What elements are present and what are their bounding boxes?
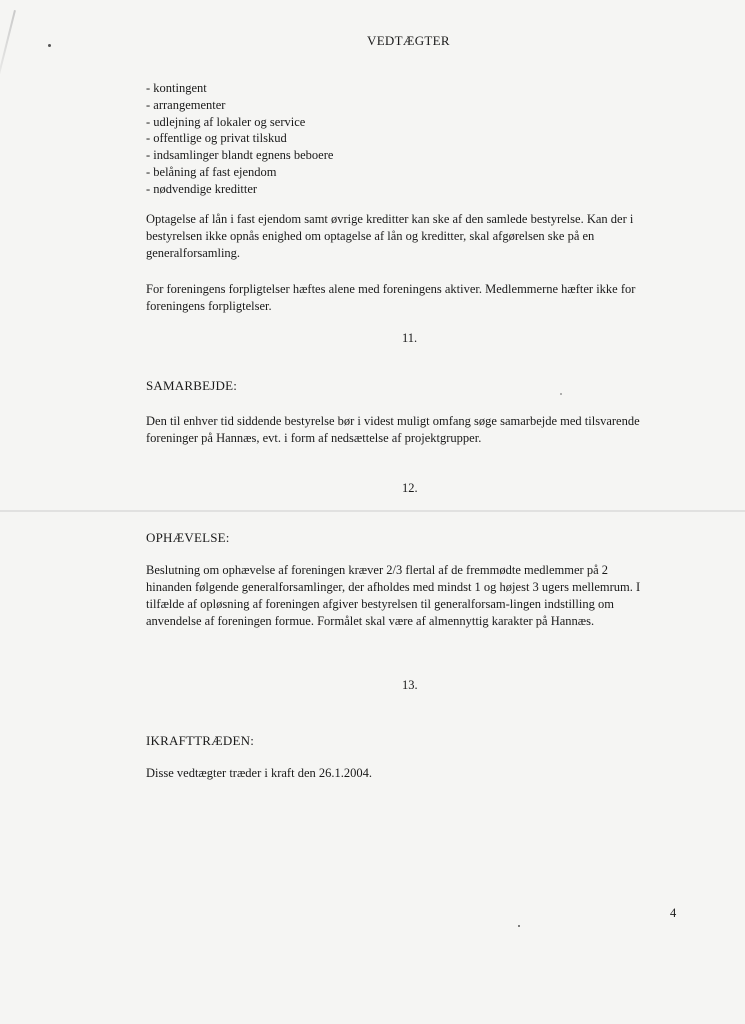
section-body: Disse vedtægter træder i kraft den 26.1.2004. [146,766,372,780]
page-number: 4 [670,906,677,920]
income-source-list [146,80,333,198]
list-item: - arrangementer [146,97,226,112]
section-number: 13. [402,678,418,692]
list-item: - kontingent [146,81,207,95]
liability-paragraph: For foreningens forpligtelser hæftes alene med foreningens aktiver. Medlemmerne hæfter ikke for foreningens forpligtelser. [146,282,636,313]
list-item: - offentlige og privat tilskud [146,131,287,146]
document-header-title: VEDTÆGTER [367,33,450,48]
section-number: 12. [402,481,418,495]
scan-edge-mark [0,10,16,98]
section-heading: IKRAFTTRÆDEN: [146,733,255,748]
list-item: - udlejning af lokaler og service [146,114,306,129]
scan-speck [48,44,51,47]
section-body: Beslutning om ophævelse af foreningen kræver 2/3 flertal af de fremmødte medlemmer på 2 hinanden følgende generalforsamlinger, der afholdes med mindst 1 og højest 3 ugers mellemrum. I tilfælde af opløsning af foreningen afgiver bestyrelsen til generalforsam-lingen indstilling om anvendelse af foreningen formue. Formålet skal være af almennyttig karakter på Hannæs. [146,563,641,628]
list-item: - nødvendige kreditter [146,181,258,196]
loans-paragraph: Optagelse af lån i fast ejendom samt øvrige kreditter kan ske af den samlede bestyrelse. Kan der i bestyrelsen ikke opnås enighed om optagelse af lån og kreditter, skal afgørelsen ske på en generalforsamling. [146,212,634,260]
list-item: - belåning af fast ejendom [146,164,277,179]
scan-fold-line [0,510,745,512]
list-item: - indsamlinger blandt egnens beboere [146,148,334,163]
section-heading: OPHÆVELSE: [146,530,230,545]
section-body: Den til enhver tid siddende bestyrelse bør i videst muligt omfang søge samarbejde med tilsvarende foreninger på Hannæs, evt. i form af nedsættelse af projektgrupper. [146,414,640,445]
scan-speck [560,393,562,395]
section-number: 11. [402,331,418,345]
section-heading: SAMARBEJDE: [146,378,238,393]
scan-speck [518,925,520,927]
